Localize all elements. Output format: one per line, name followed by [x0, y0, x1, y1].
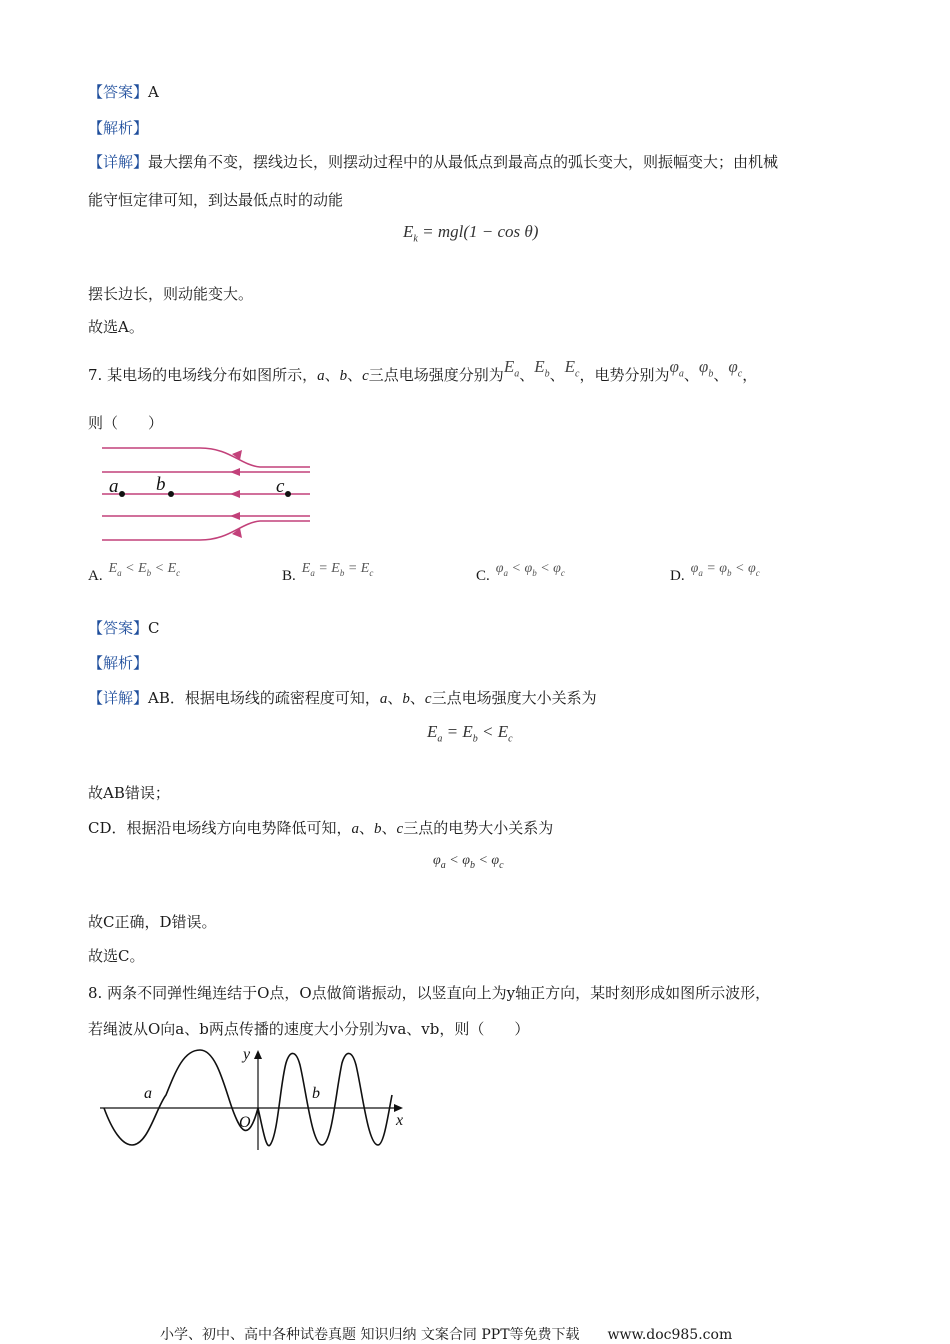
answer-line-q6	[88, 82, 159, 102]
option-c-expr: $\varphi_a < \varphi_b < \varphi_c$	[495, 561, 565, 578]
question-7-line2: 则（ ）	[88, 414, 164, 432]
detail-line-3: 摆长边长，则动能变大。	[88, 285, 254, 303]
field-line-5	[102, 521, 310, 540]
detail-line-2: 能守恒定律可知，到达最低点时的动能	[88, 191, 344, 209]
option-b-expr: $E_a = E_b = E_c$	[301, 561, 374, 578]
fig-label-a: a	[109, 476, 119, 497]
detail-line-1	[88, 152, 778, 172]
footer-text[interactable]: 小学、初中、高中各种试卷真题 知识归纳 文案合同 PPT等免费下载 www.doc985.com	[160, 1327, 733, 1343]
wave-label-y: y	[243, 1046, 251, 1063]
option-d-expr: $\varphi_a = \varphi_b < \varphi_c$	[690, 561, 760, 578]
detail-ab-a: a	[379, 691, 388, 707]
analysis-tag: 【解析】	[88, 119, 149, 137]
stem-mid2: ，电势分别为	[579, 366, 670, 384]
option-d-label: D.	[670, 568, 685, 584]
answer-value-q7: C	[148, 619, 160, 637]
point-c-dot	[285, 491, 291, 497]
waveform-figure	[100, 1045, 410, 1155]
field-lines-figure	[100, 440, 315, 550]
detail-cd-text: CD．根据沿电场线方向电势降低可知，	[88, 819, 352, 837]
detail-cd-b: b	[374, 821, 382, 837]
answer-line-q7	[88, 618, 160, 638]
answer-tag: 【答案】	[88, 83, 149, 101]
inline-eb: $E_b$	[534, 357, 550, 380]
detail-cd-text2: 三点的电势大小关系为	[403, 819, 554, 837]
wave-label-o: O	[239, 1114, 251, 1131]
detail-tag-q7: 【详解】	[88, 689, 149, 707]
wave-right	[258, 1053, 392, 1145]
detail-ab: 【详解】AB．根据电场线的疏密程度可知，a、b、c三点电场强度大小关系为	[88, 689, 597, 707]
option-d[interactable]	[670, 561, 760, 586]
detail-text-1: 最大摆角不变，摆线边长，则摆动过程中的从最低点到最高点的弧长变大，则振幅变大；由机械	[148, 153, 779, 171]
cd-result: 故C正确，D错误。	[88, 913, 217, 931]
fig-label-b: b	[156, 474, 166, 495]
stem-mid: 三点电场强度分别为	[368, 366, 504, 384]
formula-potential: $\varphi_a < \varphi_b < \varphi_c$	[433, 853, 504, 871]
analysis-tag-q7: 【解析】	[88, 654, 149, 672]
point-a-dot	[119, 491, 125, 497]
option-a-expr: $E_a < E_b < E_c$	[108, 561, 181, 578]
question-8-line1: 8. 两条不同弹性绳连结于O点，O点做简谐振动，以竖直向上为y轴正方向，某时刻形成如图所示波形，	[88, 984, 771, 1002]
inline-ec: $E_c$	[564, 357, 580, 380]
wave-label-a: a	[144, 1085, 152, 1102]
arrow-3	[230, 490, 240, 498]
arrow-4	[230, 512, 240, 520]
detail-ab-c: c	[424, 691, 432, 707]
option-c-label: C.	[476, 568, 490, 584]
y-axis-arrow	[254, 1050, 262, 1059]
detail-cd: CD．根据沿电场线方向电势降低可知，a、b、c三点的电势大小关系为	[88, 819, 554, 837]
option-b-label: B.	[282, 568, 296, 584]
question-8-line2: 若绳波从O向a、b两点传播的速度大小分别为va、vb，则（ ）	[88, 1020, 530, 1038]
detail-cd-c: c	[396, 821, 404, 837]
option-c[interactable]	[476, 561, 565, 586]
detail-ab-text: AB．根据电场线的疏密程度可知，	[148, 689, 380, 707]
point-c: c	[362, 368, 369, 384]
answer-value: A	[148, 83, 159, 101]
wave-label-x: x	[396, 1112, 404, 1129]
inline-phi-b: $\varphi_b$	[698, 357, 714, 380]
detail-tag: 【详解】	[88, 153, 149, 171]
fig-label-c: c	[276, 476, 285, 497]
question-7-stem: 7. 某电场的电场线分布如图所示，a、b、c三点电场强度分别为$E_a$、$E_b$、$E_c$，电势分别为$\varphi_a$、$\varphi_b$、$\varphi_c$，	[88, 357, 758, 384]
field-line-1	[102, 448, 310, 467]
point-b-dot	[168, 491, 174, 497]
formula-kinetic-energy: $E_k = mgl(1 - \cos \theta)$	[403, 222, 539, 245]
x-axis-arrow	[394, 1104, 403, 1112]
option-b[interactable]	[282, 561, 374, 586]
detail-ab-b: b	[402, 691, 410, 707]
conclusion-q6: 故选A。	[88, 318, 144, 336]
conclusion-q7: 故选C。	[88, 947, 145, 965]
option-a[interactable]	[88, 561, 181, 586]
option-a-label: A.	[88, 568, 103, 584]
formula-field-strength: $E_a = E_b < E_c$	[427, 722, 513, 745]
detail-ab-text2: 三点电场强度大小关系为	[431, 689, 597, 707]
point-b: b	[339, 368, 348, 384]
wave-label-b: b	[312, 1085, 320, 1102]
inline-phi-a: $\varphi_a$	[669, 357, 684, 380]
detail-cd-a: a	[351, 821, 360, 837]
arrow-2	[230, 468, 240, 476]
inline-phi-c: $\varphi_c$	[728, 357, 743, 380]
ab-wrong: 故AB错误；	[88, 784, 170, 802]
answer-tag-q7: 【答案】	[88, 619, 149, 637]
inline-ea: $E_a$	[503, 357, 520, 380]
stem-prefix: 7. 某电场的电场线分布如图所示，	[88, 366, 318, 384]
point-a: a	[317, 368, 325, 384]
wave-left	[104, 1050, 258, 1145]
